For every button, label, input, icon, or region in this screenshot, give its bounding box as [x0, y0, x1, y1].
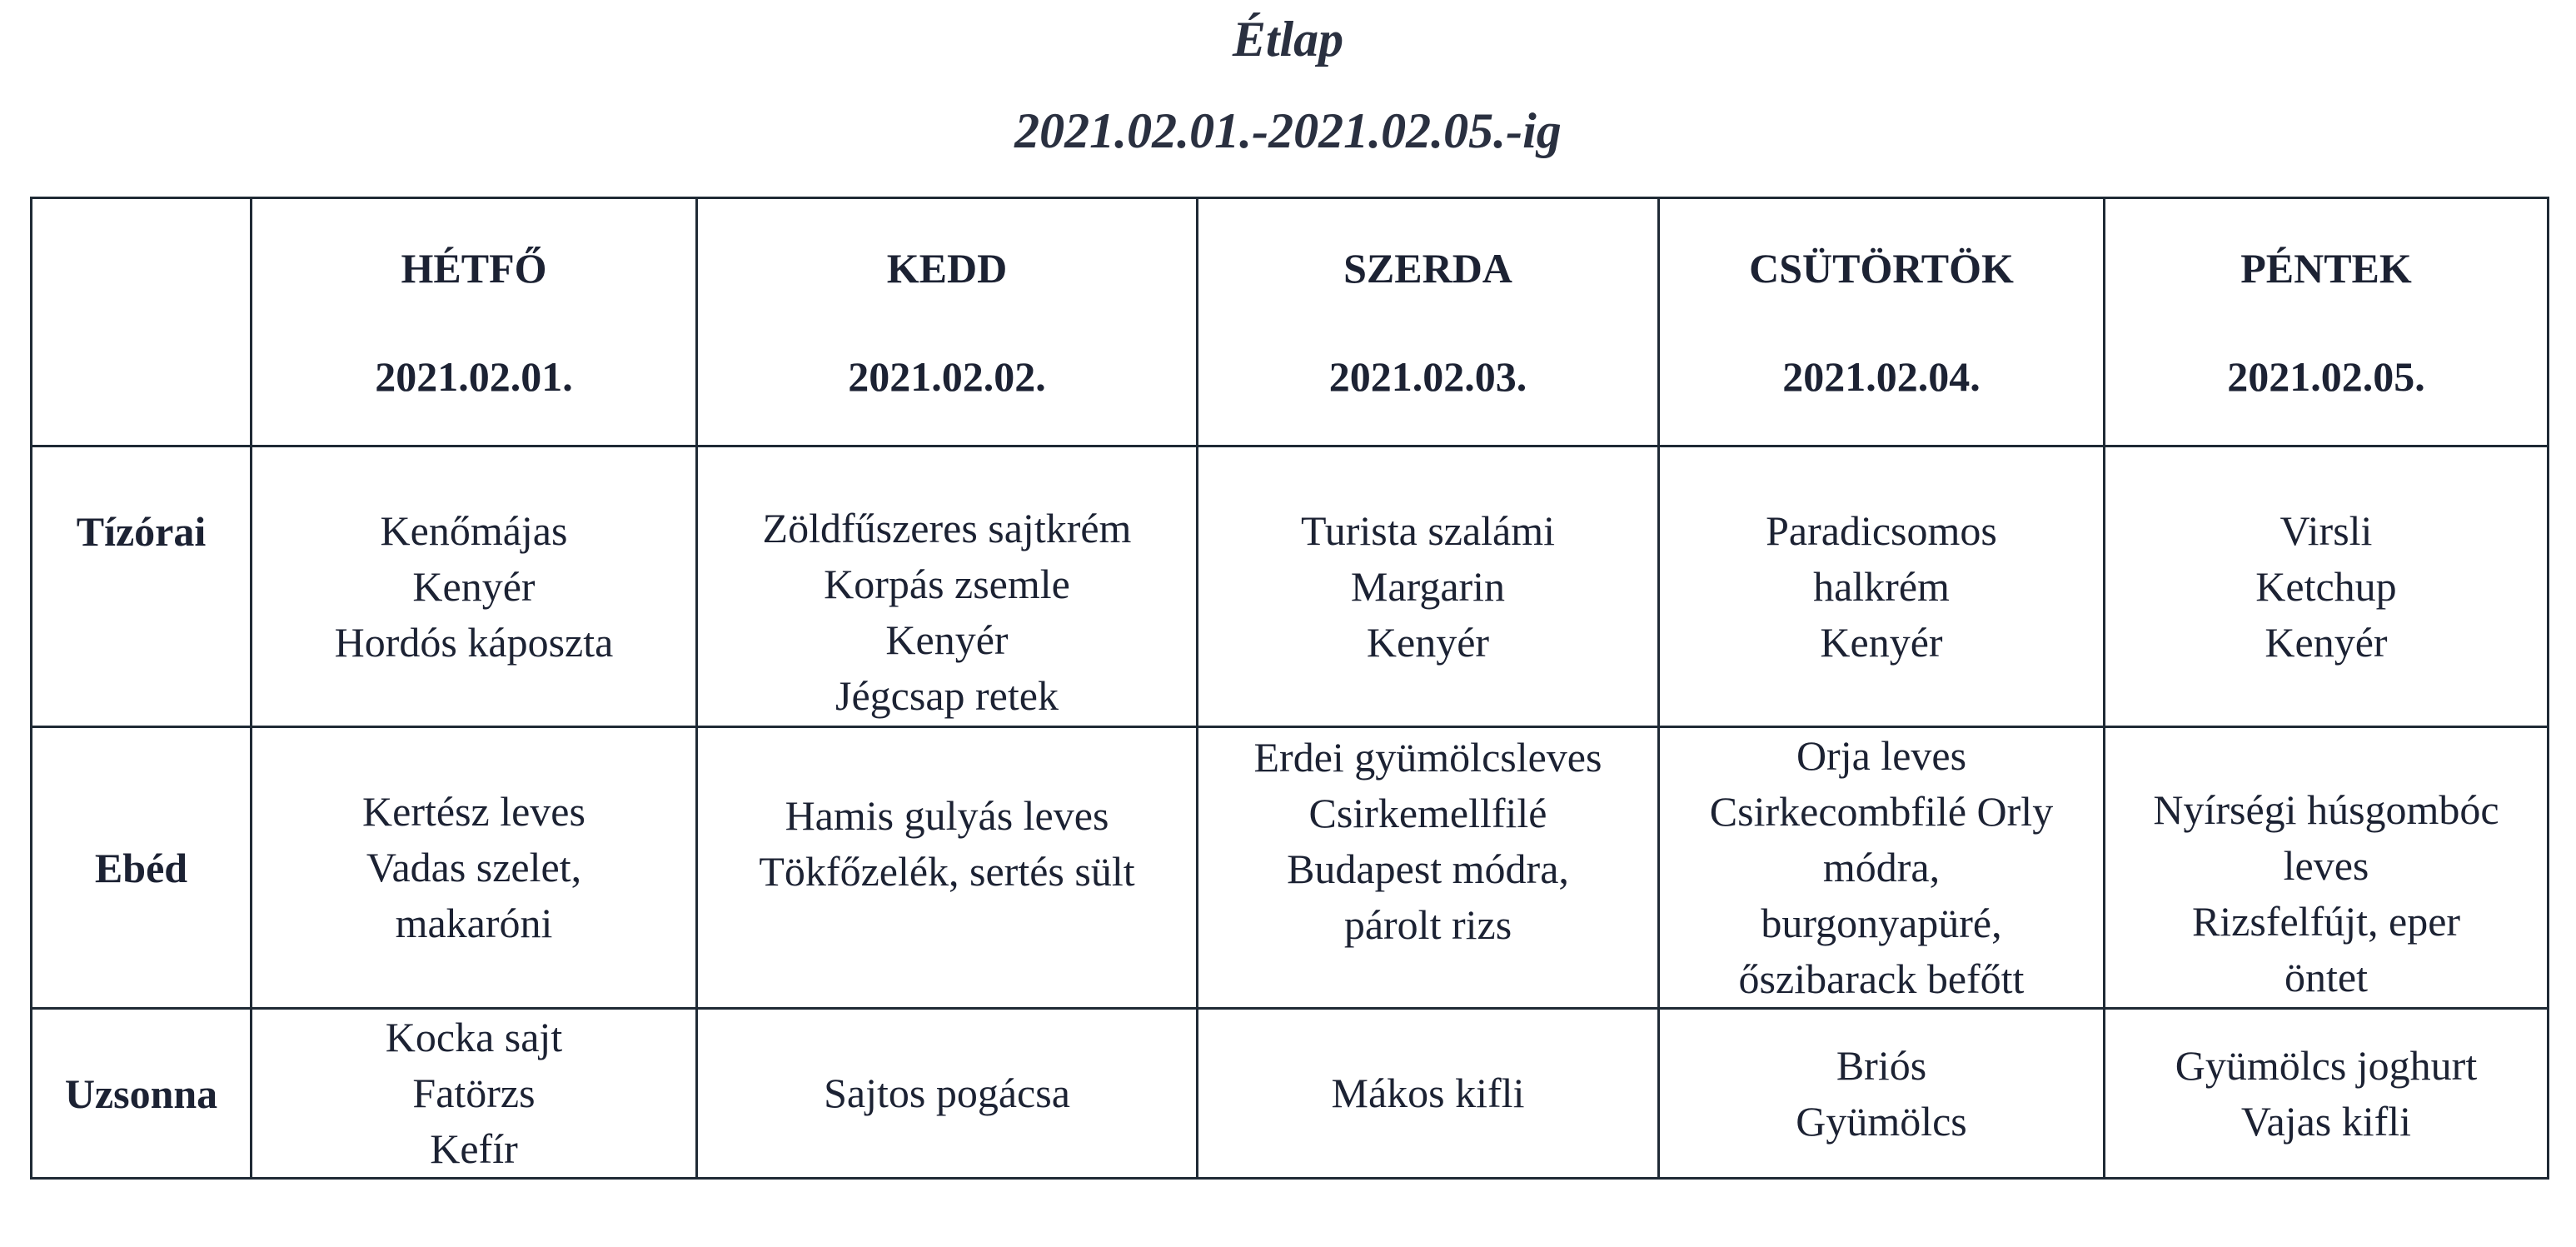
menu-item: Kocka sajt: [385, 1014, 563, 1060]
menu-item: Vadas szelet,: [366, 844, 582, 890]
menu-item: Jégcsap retek: [835, 672, 1059, 719]
day-header-wednesday: [1198, 198, 1659, 446]
menu-item: Rizsfelfújt, eper: [2191, 898, 2461, 945]
header-row: [32, 198, 2549, 446]
menu-cell: [1659, 446, 2105, 727]
menu-cell: [252, 446, 697, 727]
day-date: 2021.02.03.: [1328, 352, 1527, 400]
menu-item: Tökfőzelék, sertés sült: [759, 848, 1135, 895]
day-header-monday: [252, 198, 697, 446]
menu-cell: [697, 1009, 1198, 1179]
meal-label: Ebéd: [32, 727, 252, 1009]
menu-item: Kenyér: [1820, 618, 1943, 666]
day-name: KEDD: [886, 244, 1008, 292]
menu-item: módra,: [1822, 844, 1941, 890]
day-header-tuesday: [697, 198, 1198, 446]
menu-cell: [252, 727, 697, 1009]
corner-cell: [32, 198, 252, 446]
menu-item: Kefír: [430, 1125, 518, 1172]
menu-item: Ketchup: [2255, 562, 2397, 610]
menu-cell: [1198, 727, 1659, 1009]
menu-item: Kenyér: [1366, 618, 1490, 666]
meal-row-ebed: [32, 727, 2549, 1009]
meal-label: Uzsonna: [32, 1009, 252, 1179]
menu-item: Csirkemellfilé: [1308, 790, 1547, 836]
menu-cell: [252, 1009, 697, 1179]
menu-item: Mákos kifli: [1331, 1070, 1525, 1116]
menu-item: Gyümölcs joghurt: [2175, 1041, 2478, 1089]
menu-item: Virsli: [2280, 506, 2373, 554]
menu-item: Kertész leves: [362, 788, 585, 835]
menu-item: őszibarack befőtt: [1738, 955, 2025, 1002]
menu-cell: [1659, 1009, 2105, 1179]
menu-item: Briós: [1836, 1041, 1927, 1089]
menu-item: Margarin: [1350, 562, 1506, 610]
menu-cell: [2105, 1009, 2549, 1179]
day-header-thursday: [1659, 198, 2105, 446]
menu-cell: [697, 446, 1198, 727]
menu-item: Csirkecombfilé Orly: [1709, 788, 2054, 835]
menu-item: Korpás zsemle: [824, 561, 1070, 607]
menu-table: [30, 197, 2549, 1180]
menu-item: Gyümölcs: [1796, 1097, 1967, 1145]
menu-item: halkrém: [1813, 562, 1950, 610]
menu-item: Erdei gyümölcsleves: [1253, 734, 1602, 781]
menu-item: Paradicsomos: [1766, 506, 1997, 554]
meal-row-tizorai: [32, 446, 2549, 727]
menu-cell: [1198, 446, 1659, 727]
menu-item: leves: [2283, 842, 2369, 889]
day-date: 2021.02.01.: [375, 352, 573, 400]
day-name: SZERDA: [1343, 244, 1512, 292]
menu-item: makaróni: [395, 900, 553, 946]
menu-item: Budapest módra,: [1287, 845, 1569, 892]
menu-cell: [1198, 1009, 1659, 1179]
day-date: 2021.02.02.: [848, 352, 1046, 400]
menu-cell: [2105, 727, 2549, 1009]
menu-item: Sajtos pogácsa: [824, 1070, 1070, 1116]
day-date: 2021.02.04.: [1782, 352, 1981, 400]
menu-item: Zöldfűszeres sajtkrém: [762, 505, 1132, 551]
menu-item: Orja leves: [1796, 732, 1967, 779]
menu-cell: [2105, 446, 2549, 727]
menu-item: Turista szalámi: [1300, 506, 1556, 554]
menu-cell: [697, 727, 1198, 1009]
meal-row-uzsonna: [32, 1009, 2549, 1179]
day-header-friday: [2105, 198, 2549, 446]
menu-item: Kenőmájas: [380, 506, 568, 554]
document-title: Étlap: [1232, 12, 1344, 67]
menu-item: Hamis gulyás leves: [785, 792, 1109, 839]
day-name: HÉTFŐ: [401, 244, 547, 292]
menu-item: párolt rizs: [1343, 901, 1512, 948]
menu-item: öntet: [2285, 954, 2368, 1000]
menu-item: Vajas kifli: [2240, 1097, 2412, 1145]
menu-item: Fatörzs: [412, 1070, 536, 1116]
date-range: 2021.02.01.-2021.02.05.-ig: [1014, 103, 1562, 158]
day-date: 2021.02.05.: [2227, 352, 2425, 400]
menu-item: Kenyér: [412, 562, 536, 610]
menu-cell: [1659, 727, 2105, 1009]
day-name: CSÜTÖRTÖK: [1749, 244, 2014, 292]
menu-item: Kenyér: [2265, 618, 2388, 666]
menu-item: burgonyapüré,: [1761, 900, 2002, 946]
menu-item: Hordós káposzta: [334, 618, 614, 666]
meal-label: Tízórai: [32, 446, 252, 727]
day-name: PÉNTEK: [2240, 244, 2412, 292]
menu-item: Kenyér: [885, 616, 1009, 663]
menu-item: Nyírségi húsgombóc: [2153, 786, 2499, 833]
